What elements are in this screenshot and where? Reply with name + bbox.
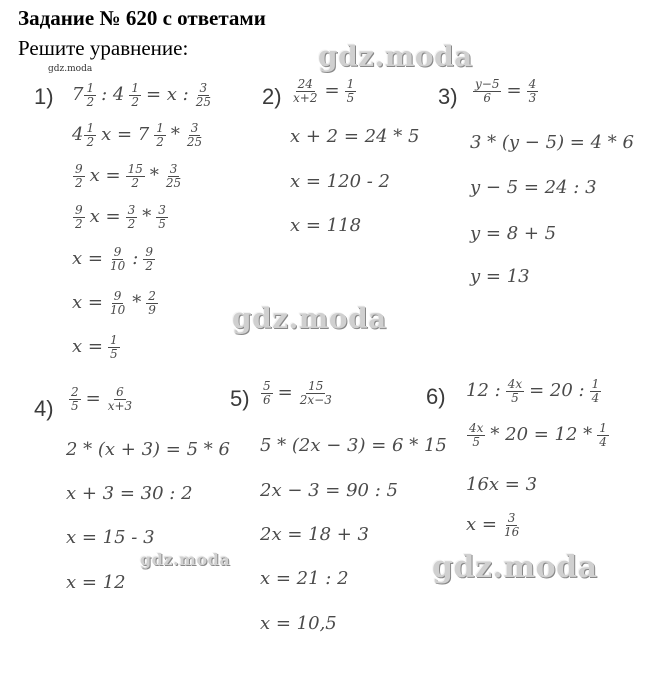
problem-2-label: 2) — [262, 84, 282, 109]
problem-5-step-2: 2x − 3 = 90 : 5 — [260, 480, 398, 501]
problem-2-answer: x = 118 — [290, 215, 362, 236]
problem-4-step-2: x + 3 = 30 : 2 — [66, 483, 193, 504]
problem-5-equation: $\frac{5}{6}$ = $\frac{15}{2x-3}$ — [263, 379, 332, 407]
problem-1-step-3: 9 2 x = $\frac{3}{2}$ * 3 5 — [75, 203, 166, 231]
watermark: gdz.moda — [232, 302, 387, 335]
problem-5-label: 5) — [230, 386, 250, 411]
watermark: gdz.moda — [140, 550, 231, 569]
problem-6-step-2: 16x = 3 — [466, 474, 538, 495]
problem-5-step-3: 2x = 18 + 3 — [260, 524, 370, 545]
problem-1-answer: x = $\frac{1}{5}$ — [72, 333, 118, 361]
problem-3-equation: $\frac{y-5}{6}$ = $\frac{4}{3}$ — [475, 77, 537, 105]
problem-5-answer: x = 10,5 — [260, 613, 337, 634]
problem-1-equation: 7 1 2 : 4 $\frac{1}{2}$ = x : 3 25 — [72, 81, 212, 109]
problem-6-equation: 12 : $\frac{4x}{5}$ = 20 : 1 4 — [466, 377, 600, 405]
problem-2-equation: $\frac{24}{x+2}$ = $\frac{1}{5}$ — [293, 77, 355, 105]
problem-3-step-2: y − 5 = 24 : 3 — [470, 177, 597, 198]
problem-4-label: 4) — [34, 396, 54, 421]
problem-3-step-1: 3 * (y − 5) = 4 * 6 — [470, 132, 634, 153]
problem-3-label: 3) — [438, 84, 458, 109]
task-instruction: Решите уравнение: — [18, 36, 189, 60]
problem-5-step-4: x = 21 : 2 — [260, 568, 349, 589]
problem-3-answer: y = 13 — [470, 266, 530, 287]
problem-4-step-1: 2 * (x + 3) = 5 * 6 — [66, 439, 230, 460]
problem-5-step-1: 5 * (2x − 3) = 6 * 15 — [260, 435, 447, 456]
problem-1-step-5: x = $\frac{9}{10}$ * 2 9 — [72, 289, 156, 317]
problem-2-step-1: x + 2 = 24 * 5 — [290, 126, 420, 147]
problem-1-step-1: 4 1 2 x = 7 1 2 * 3 25 — [72, 121, 203, 149]
problem-6-label: 6) — [426, 384, 446, 409]
problem-1-step-2: 9 2 x = $\frac{15}{2}$ * 3 25 — [75, 162, 182, 190]
watermark: gdz.moda — [318, 40, 473, 73]
problem-1-label: 1) — [34, 84, 54, 109]
problem-4-answer: x = 12 — [66, 572, 126, 593]
problem-4-equation: $\frac{2}{5}$ = $\frac{6}{x+3}$ — [71, 385, 133, 413]
problem-3-step-3: y = 8 + 5 — [470, 223, 557, 244]
page-title: Задание № 620 с ответами — [18, 6, 266, 30]
problem-2-step-2: x = 120 - 2 — [290, 171, 391, 192]
problem-1-step-4: x = $\frac{9}{10}$ : 9 2 — [72, 245, 153, 273]
problem-4-step-3: x = 15 - 3 — [66, 527, 155, 548]
watermark-small: gdz.moda — [48, 64, 93, 74]
watermark: gdz.moda — [432, 550, 598, 585]
problem-6-step-1: 4x 5 * 20 = 12 * 1 4 — [469, 421, 607, 449]
problem-6-answer: x = $\frac{3}{16}$ — [466, 511, 520, 539]
